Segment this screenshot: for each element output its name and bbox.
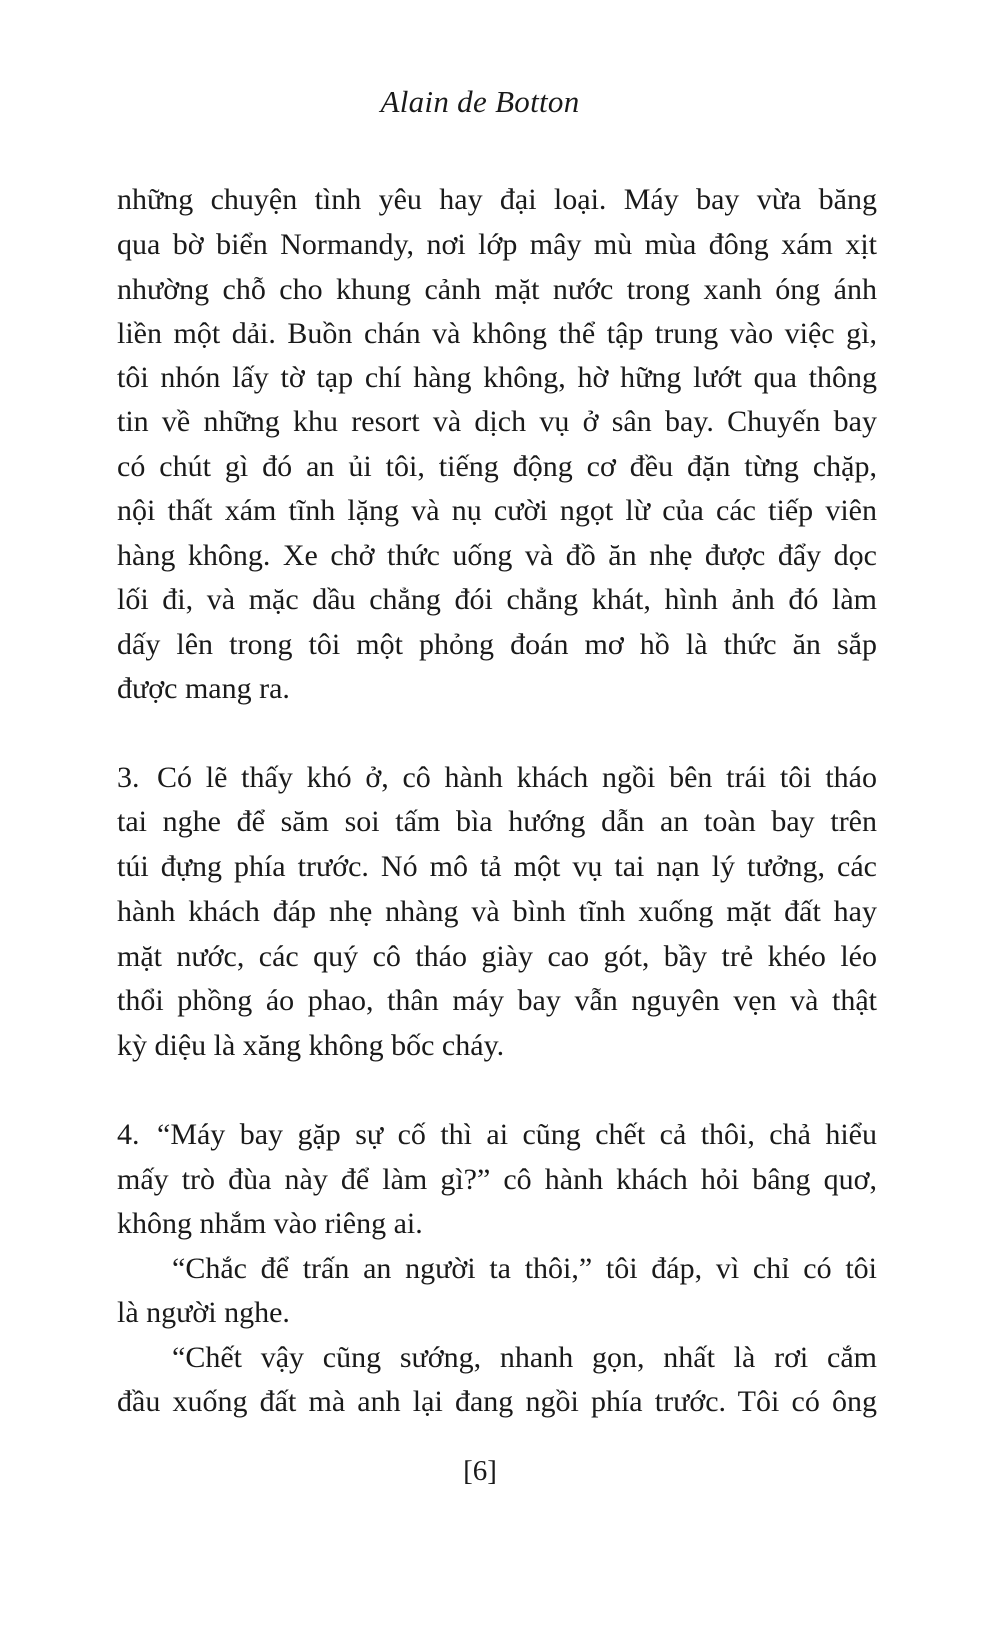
text-line: liền một dải. Buồn chán và không thể tập trung vào việc gì, [117, 317, 877, 350]
text-line: tin về những khu resort và dịch vụ ở sân bay. Chuyến bay [117, 405, 877, 438]
text-line: là người nghe. [117, 1296, 290, 1329]
text-line: túi đựng phía trước. Nó mô tả một vụ tai nạn lý tưởng, các [117, 850, 877, 883]
text-line: nội thất xám tĩnh lặng và nụ cười ngọt lừ của các tiếp viên [117, 494, 877, 527]
text-line: mấy trò đùa này để làm gì?” cô hành khách hỏi bâng quơ, [117, 1163, 877, 1196]
text-line: “Chắc để trấn an người ta thôi,” tôi đáp, vì chỉ có tôi [172, 1252, 877, 1285]
text-line: tôi nhón lấy tờ tạp chí hàng không, hờ hững lướt qua thông [117, 361, 877, 394]
text-line: tai nghe để săm soi tấm bìa hướng dẫn an toàn bay trên [117, 805, 877, 838]
text-line [117, 758, 877, 798]
page-number: [6] [463, 1455, 497, 1487]
text-line [117, 1115, 877, 1155]
text-line: hành khách đáp nhẹ nhàng và bình tĩnh xuống mặt đất hay [117, 895, 877, 928]
text-line: không nhắm vào riêng ai. [117, 1207, 423, 1240]
text-line: “Chết vậy cũng sướng, nhanh gọn, nhất là rơi cắm [172, 1341, 877, 1374]
text-line: nhường chỗ cho khung cảnh mặt nước trong xanh óng ánh [117, 273, 877, 306]
text-line: qua bờ biển Normandy, nơi lớp mây mù mùa đông xám xịt [117, 228, 877, 261]
text-line: đầu xuống đất mà anh lại đang ngồi phía trước. Tôi có ông [117, 1385, 877, 1418]
running-header-author: Alain de Botton [380, 84, 580, 119]
text-line-content: “Máy bay gặp sự cố thì ai cũng chết cả thôi, chả hiểu [157, 1118, 877, 1151]
text-line: những chuyện tình yêu hay đại loại. Máy bay vừa băng [117, 183, 877, 216]
section-number: 4. [117, 1118, 140, 1151]
text-line: có chút gì đó an ủi tôi, tiếng động cơ đều đặn từng chặp, [117, 450, 877, 483]
text-line-content: Có lẽ thấy khó ở, cô hành khách ngồi bên trái tôi tháo [157, 761, 877, 794]
text-line: kỳ diệu là xăng không bốc cháy. [117, 1029, 505, 1062]
text-line: thổi phồng áo phao, thân máy bay vẫn nguyên vẹn và thật [117, 984, 877, 1017]
text-line: hàng không. Xe chở thức uống và đồ ăn nhẹ được đẩy dọc [117, 539, 877, 572]
section-number: 3. [117, 761, 140, 794]
text-line: lối đi, và mặc dầu chẳng đói chẳng khát, hình ảnh đó làm [117, 583, 877, 616]
text-line: dấy lên trong tôi một phỏng đoán mơ hồ là thức ăn sắp [117, 628, 877, 661]
text-line: mặt nước, các quý cô tháo giày cao gót, bầy trẻ khéo léo [117, 940, 877, 973]
text-line: được mang ra. [117, 672, 290, 705]
